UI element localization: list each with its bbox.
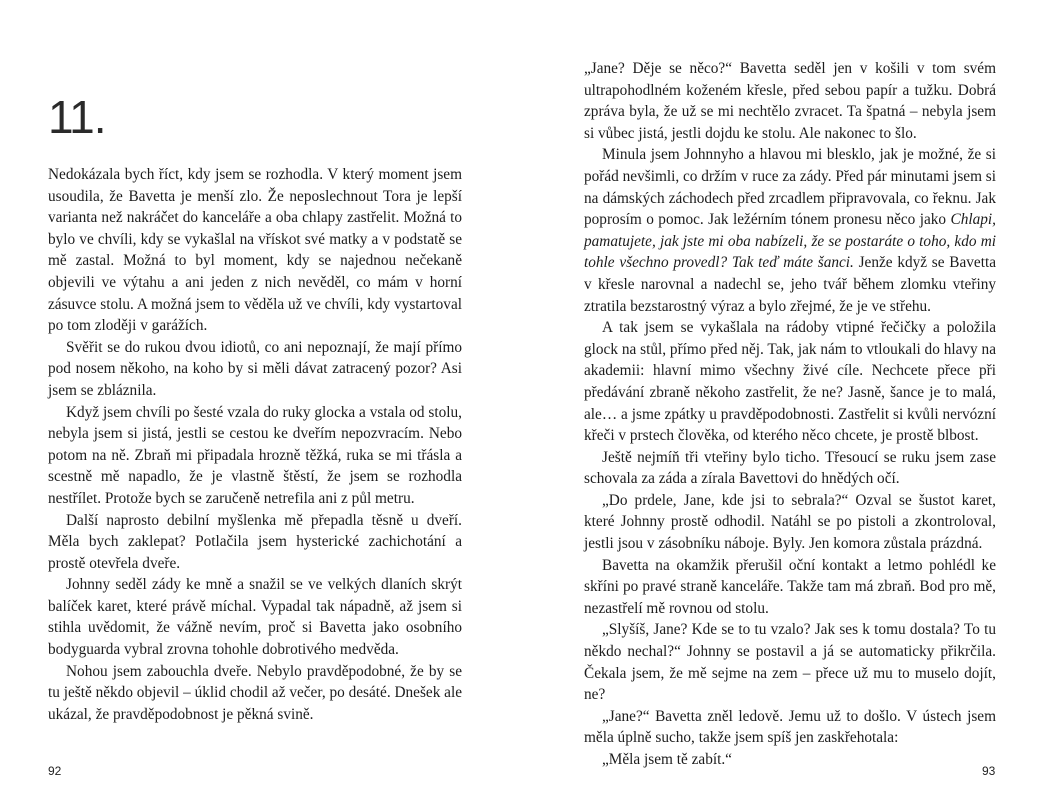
paragraph: Když jsem chvíli po šesté vzala do ruky glocka a vstala od stolu, nebyla jsem si jistá, jestli se cestou ke dveřím nepozvracím. Nebo potom na ně. Zbraň mi připadala hrozně těžká, ruka se mi třásla a scestně mě napadlo, že je vlastně štěstí, že jsem se rozhodla nestřílet. Protože bych se zaručeně netrefila ani z půl metru. (48, 403, 462, 507)
paragraph: „Do prdele, Jane, kde jsi to sebrala?“ Ozval se šustot karet, které Johnny prostě odhodil. Natáhl se po pistoli a zkontroloval, jestli jsou v zásobníku náboje. Byly. Jen komora zůstala prázdná. (584, 491, 996, 553)
paragraph: A tak jsem se vykašlala na rádoby vtipné řečičky a položila glock na stůl, přímo před něj. Tak, jak nám to vtloukali do hlavy na akademii: hlavní mimo všechny živé cíle. Nechcete přece při předávání zbraně někoho zastřelit, že ne? Jasně, šance je to malá, ale… a jsme zpátky u pravděpodobnosti. Zastřelit si kvůli nervózní křeči v prstech člověka, od kterého něco chcete, je prostě blbost. (584, 319, 996, 445)
paragraph: „Měla jsem tě zabít.“ (602, 751, 732, 768)
chapter-number: 11. (48, 91, 106, 143)
right-page-text (584, 58, 996, 771)
paragraph: Další naprosto debilní myšlenka mě přepadla těsně u dveří. Měla bych zaklepat? Potlačila jsem hysterické zachichotání a prostě otevřela dveře. (48, 511, 462, 572)
paragraph: Nedokázala bych říct, kdy jsem se rozhodla. V který moment jsem usoudila, že Bavetta je menší zlo. Že neposlechnout Tora je lepší varianta než nakráčet do kanceláře a oba chlapy zastřelit. Možná to bylo ve chvíli, kdy se vykašlal na vřískot své matky a v podstatě se mě zastal. Možná to byl moment, kdy se najednou nečekaně objevili ve výtahu a ani jeden z nich nevěděl, co mám v horní zásuvce stolu. A možná jsem to věděla už ve chvíli, kdy vystartoval po tom zloději v garážích. (48, 166, 462, 335)
paragraph-italic-text: Chlapi, pamatujete, jak jste mi oba nabízeli, že se postaráte o toho, kdo mi tohle všechno provedl? Tak teď máte šanci. (584, 211, 996, 272)
page-number: 93 (982, 764, 996, 778)
left-page-text (48, 164, 462, 725)
page-number: 92 (48, 764, 62, 778)
paragraph: „Jane? Děje se něco?“ Bavetta seděl jen v košili v tom svém ultrapohodlném koženém křesle, před sebou papír a tužku. Dobrá zpráva byla, že už se mi nechtělo zvracet. Ta špatná – nebyla jsem si vůbec jistá, jestli dojdu ke stolu. Ale nakonec to šlo. (584, 60, 996, 142)
paragraph: Svěřit se do rukou dvou idiotů, co ani nepoznají, že mají přímo pod nosem někoho, na koho by si měli dávat zatracený pozor? Asi jsem se zbláznila. (48, 338, 462, 399)
paragraph: Nohou jsem zabouchla dveře. Nebylo pravděpodobné, že by se tu ještě někdo objevil – úklid chodil až večer, po desáté. Dnešek ale ukázal, že pravděpodobnost je pěkná svině. (48, 662, 462, 723)
paragraph: „Jane?“ Bavetta zněl ledově. Jemu už to došlo. V ústech jsem měla úplně sucho, takže jsem spíš jen zaskřehotala: (584, 707, 996, 747)
paragraph-text: Minula jsem Johnnyho a hlavou mi blesklo, jak je možné, že si pořád nevšimli, co držím v ruce za zády. Před pár minutami jsem si na dámských záchodech před zrcadlem připravovala, co řeknu. Jak poprosím o pomoc. Jak ležérním tónem pronesu něco jako (584, 146, 996, 229)
paragraph: Bavetta na okamžik přerušil oční kontakt a letmo pohlédl ke skříni po pravé straně kanceláře. Takže tam má zbraň. Bod pro mě, nezastřelí mě rovnou od stolu. (584, 556, 996, 617)
paragraph (584, 144, 996, 317)
paragraph-text: Jenže když se Bavetta v křesle narovnal a nadechl se, jeho tvář během zlomku vteřiny ztratila bezstarostný výraz a bylo zřejmé, že je ve střehu. (584, 254, 996, 315)
paragraph: Johnny seděl zády ke mně a snažil se ve velkých dlaních skrýt balíček karet, které právě míchal. Vypadal tak nápadně, až jsem si stihla uvědomit, že vážně nevím, proč si Bavetta jako osobního bodyguarda vybral zrovna tohohle dobrotivého medvěda. (48, 576, 462, 659)
paragraph: „Slyšíš, Jane? Kde se to tu vzalo? Jak ses k tomu dostala? To tu někdo nechal?“ Johnny se postavil a já se automaticky přikrčila. Čekala jsem, že mě sejme na zem – přece už mu to muselo dojít, ne? (584, 621, 996, 704)
right-page (522, 0, 1044, 800)
paragraph: Ještě nejmíň tři vteřiny bylo ticho. Třesoucí se ruku jsem zase schovala za záda a zírala Bavettovi do hnědých očí. (584, 448, 996, 488)
